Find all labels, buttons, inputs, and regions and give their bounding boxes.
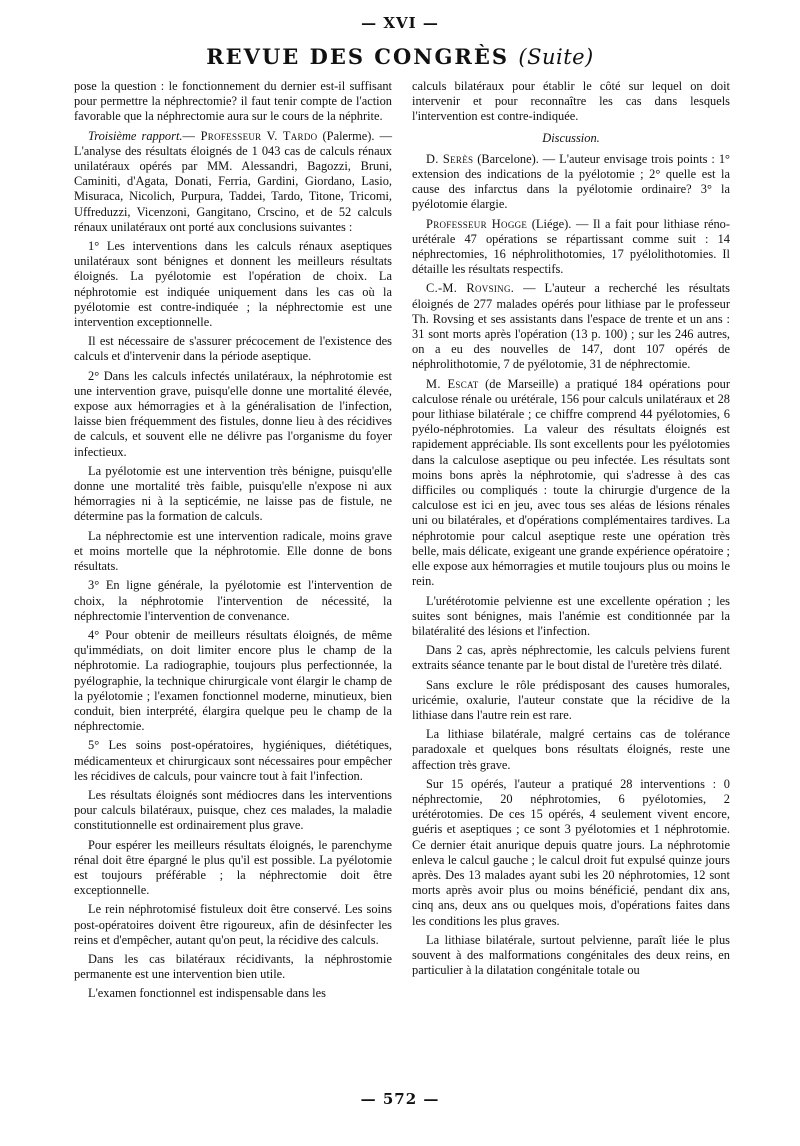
report-label: Troisième rapport.: [88, 128, 183, 143]
paragraph-rovsing: [412, 281, 730, 372]
paragraph: La néphrectomie est une intervention radicale, moins grave et moins mortelle que la néphrotomie. Elle donne de bons résultats.: [74, 528, 392, 574]
page-title: [0, 44, 800, 69]
author-name: C.-M. Rovsing.: [426, 281, 515, 296]
paragraph: 4° Pour obtenir de meilleurs résultats éloignés, de même qu'immédiats, on doit limiter encore plus le champ de la néphrotomie. La radiographie, toujours plus perfectionnée, la pyélographie, la technique chirurgicale vont élargir le champ de la pyélotomie ; l'examen fonctionnel moderne, minutieux, bien conduit, bien interprété, élargira quelque peu le champ de la néphrectomie.: [74, 627, 392, 734]
paragraph-text: (Barcelone). — L'auteur envisage trois points : 1° extension des indications de la pyélotomie ; 2° quelle est la cause des infarctus dans la pyélotomie ordinaire? 3° la pyélotomie élargie.: [412, 151, 730, 212]
paragraph: Sur 15 opérés, l'auteur a pratiqué 28 interventions : 0 néphrectomie, 20 néphrotomies, 6 pyélotomies, 2 urétérotomies. De ces 15 opérés, 4 seulement vivent encore, guéris et aseptiques ; ce sont 3 pyélotomies et 1 néphrotomie. Ce dernier était anurique depuis quatre jours. La néphrotomie enleva le calcul gauche ; le calcul droit fut expulsé quinze jours après. Des 13 malades ayant subi les 20 néphrotomies, 12 sont morts après avoir plus ou moins bénéficié, pendant dix ans, cinq ans, deux ans ou quelques mois, d'opérations faites dans les conditions les plus graves.: [412, 776, 730, 928]
author-name: D. Serès: [426, 151, 474, 166]
paragraph: Dans les cas bilatéraux récidivants, la néphrostomie permanente est une intervention bien utile.: [74, 951, 392, 982]
paragraph: L'examen fonctionnel est indispensable dans les: [88, 986, 326, 1001]
title-main: REVUE DES CONGRÈS: [206, 44, 510, 69]
paragraph: La pyélotomie est une intervention très bénigne, puisqu'elle donne une mortalité très faible, puisqu'elle n'expose ni aux hémorragies ni à la septicémie, ne laisse pas de fistule, ne détermine pas la formation de calculs.: [74, 463, 392, 524]
paragraph-text: — L'auteur a recherché les résultats éloignés de 277 malades opérés pour lithiase par le professeur Th. Rovsing et ses assistants dans l'espace de trente et un ans : 31 sont morts après l'opération (13 p. 100) ; sur les 246 autres, on a eu des nouvelles de 147, dont 107 opérés de néphrolithotomie, 7 de pyélotomie, 31 de néphrectomie.: [412, 281, 731, 372]
paragraph: Sans exclure le rôle prédisposant des causes humorales, uricémie, oxalurie, l'auteur constate que la récidive de la lithiase dans l'autre rein est rare.: [412, 677, 730, 722]
paragraph-third-report: [74, 129, 392, 235]
paragraph: 2° Dans les calculs infectés unilatéraux, la néphrotomie est une intervention grave, puisqu'elle donne une mortalité élevée, expose aux hémorragies et à la généralisation de l'infection, laisse bien fréquemment des fistules, donne lieu à des récidives de calculs, et souvent elle ne délivre pas l'organisme du foyer infectieux.: [74, 368, 392, 459]
paragraph-escat: [412, 377, 730, 590]
paragraph-text: (Liége). — Il a fait pour lithiase réno-urétérale 47 opérations se répartissant comme suit : 14 néphrectomies, 16 néphrolithotomies, 17 pyélolithotomies. Il détaille les résultats respectifs.: [412, 216, 731, 277]
paragraph-seres: [412, 152, 730, 213]
author-name: Professeur Hogge: [426, 216, 528, 231]
paragraph-hogge: [412, 217, 730, 278]
author-name: — Professeur V. Tardo: [182, 128, 318, 143]
paragraph: L'urétérotomie pelvienne est une excellente opération ; les suites sont bénignes, mais l'anémie est conditionnée par la bilatéralité des lésions et l'infection.: [412, 593, 730, 638]
paragraph: Pour espérer les meilleurs résultats éloignés, le parenchyme rénal doit être épargné le plus qu'il est possible. La pyélotomie est toujours préférable ; la néphrectomie doit être exceptionnelle.: [74, 837, 392, 898]
paragraph: Le rein néphrotomisé fistuleux doit être conservé. Les soins post-opératoires doivent être rigoureux, afin de désinfecter les reins et d'empêcher, autant qu'on peut, la récidive des calculs.: [74, 902, 392, 947]
page-number: — 572 —: [360, 1090, 440, 1108]
paragraph: Il est nécessaire de s'assurer précocement de l'existence des calculs et d'intervenir dans la période aseptique.: [74, 334, 392, 364]
paragraph: 1° Les interventions dans les calculs rénaux aseptiques unilatéraux sont bénignes et donnent les meilleurs résultats éloignés. La pyélotomie est l'opération de choix. La néphrotomie est indiquée uniquement dans les cas où la pyélotomie est contre-indiquée ; la néphrectomie est une intervention exceptionnelle.: [74, 239, 392, 330]
title-suite: (Suite): [518, 45, 594, 69]
paragraph: La lithiase bilatérale, malgré certains cas de tolérance paradoxale et quelques bons résultats éloignés, reste une affection très grave.: [412, 727, 730, 772]
left-column: [74, 79, 392, 1006]
paragraph: Les résultats éloignés sont médiocres dans les interventions pour calculs bilatéraux, puisque, chez ces malades, la maladie constitutionnelle est ordinairement plus grave.: [74, 787, 392, 833]
right-column: [412, 79, 730, 982]
paragraph: La lithiase bilatérale, surtout pelvienne, paraît liée le plus souvent à des malformations congénitales des deux reins, en particulier à la dilatation congénitale totale ou: [412, 932, 730, 978]
page-roman-numeral: — XVI —: [361, 14, 439, 32]
paragraph: Dans 2 cas, après néphrectomie, les calculs pelviens furent extraits séance tenante par le bout distal de l'uretère très dilaté.: [412, 643, 730, 673]
paragraph: 5° Les soins post-opératoires, hygiéniques, diététiques, médicamenteux et chirurgicaux sont nécessaires pour empêcher les récidives de calculs, pour vaincre tout à fait l'infection.: [74, 738, 392, 783]
paragraph-text: (Palerme). — L'analyse des résultats éloignés de 1 043 cas de calculs rénaux unilatéraux opérés par MM. Alessandri, Bagozzi, Bruni, Caminiti, d'Agata, Donati, Ferria, Gardini, Giordano, Lasio, Misuraca, Nicolich, Purpura, Taddei, Tardo, Titone, Tricomi, Uffreduzzi, Vicenzoni, Gangitano, Crscino, et de 52 calculs rénaux unilatéraux ont porté aux conclusions suivantes :: [74, 128, 392, 234]
paragraph-text: (de Marseille) a pratiqué 184 opérations pour calculose rénale ou urétérale, 156 pour calculs unilatéraux et 28 pour lithiase bilatérale ; ce chiffre comprend 44 pyélotomies, 6 pyélo-néphrotomies. La valeur des résultats éloignés est rapidement appréciable. Ils sont excellents pour les pyélotomies dans la calculose aseptique ou peu infectée. Les résultats sont moins bons après la néphrotomie, qui s'adresse à des cas difficiles ou compliqués : toute la chirurgie d'urgence de la calculose est ici en jeu, avec tous ses aléas de lésions rénales uni ou bilatérales, et d'opérations complémentaires tardives. La néphrotomie pour calcul aseptique reste une opération très belle, mais délicate, exigeant une grande expérience opératoire ; elle expose aux hémorragies et mutile toujours plus ou moins le rein.: [412, 376, 730, 589]
author-name: M. Escat: [426, 376, 479, 391]
paragraph: pose la question : le fonctionnement du dernier est-il suffisant pour permettre la néphrectomie? il faut tenir compte de l'action favorable que la néphrectomie aura sur le cours de la néphrite.: [74, 79, 392, 124]
paragraph: calculs bilatéraux pour établir le côté sur lequel on doit intervenir et pour reconnaître les cas dans lesquels l'intervention est contre-indiquée.: [412, 79, 730, 124]
discussion-heading: Discussion.: [542, 130, 600, 145]
paragraph: 3° En ligne générale, la pyélotomie est l'intervention de choix, la néphrotomie l'intervention de nécessité, la néphrectomie l'intervention de convenance.: [74, 578, 392, 623]
